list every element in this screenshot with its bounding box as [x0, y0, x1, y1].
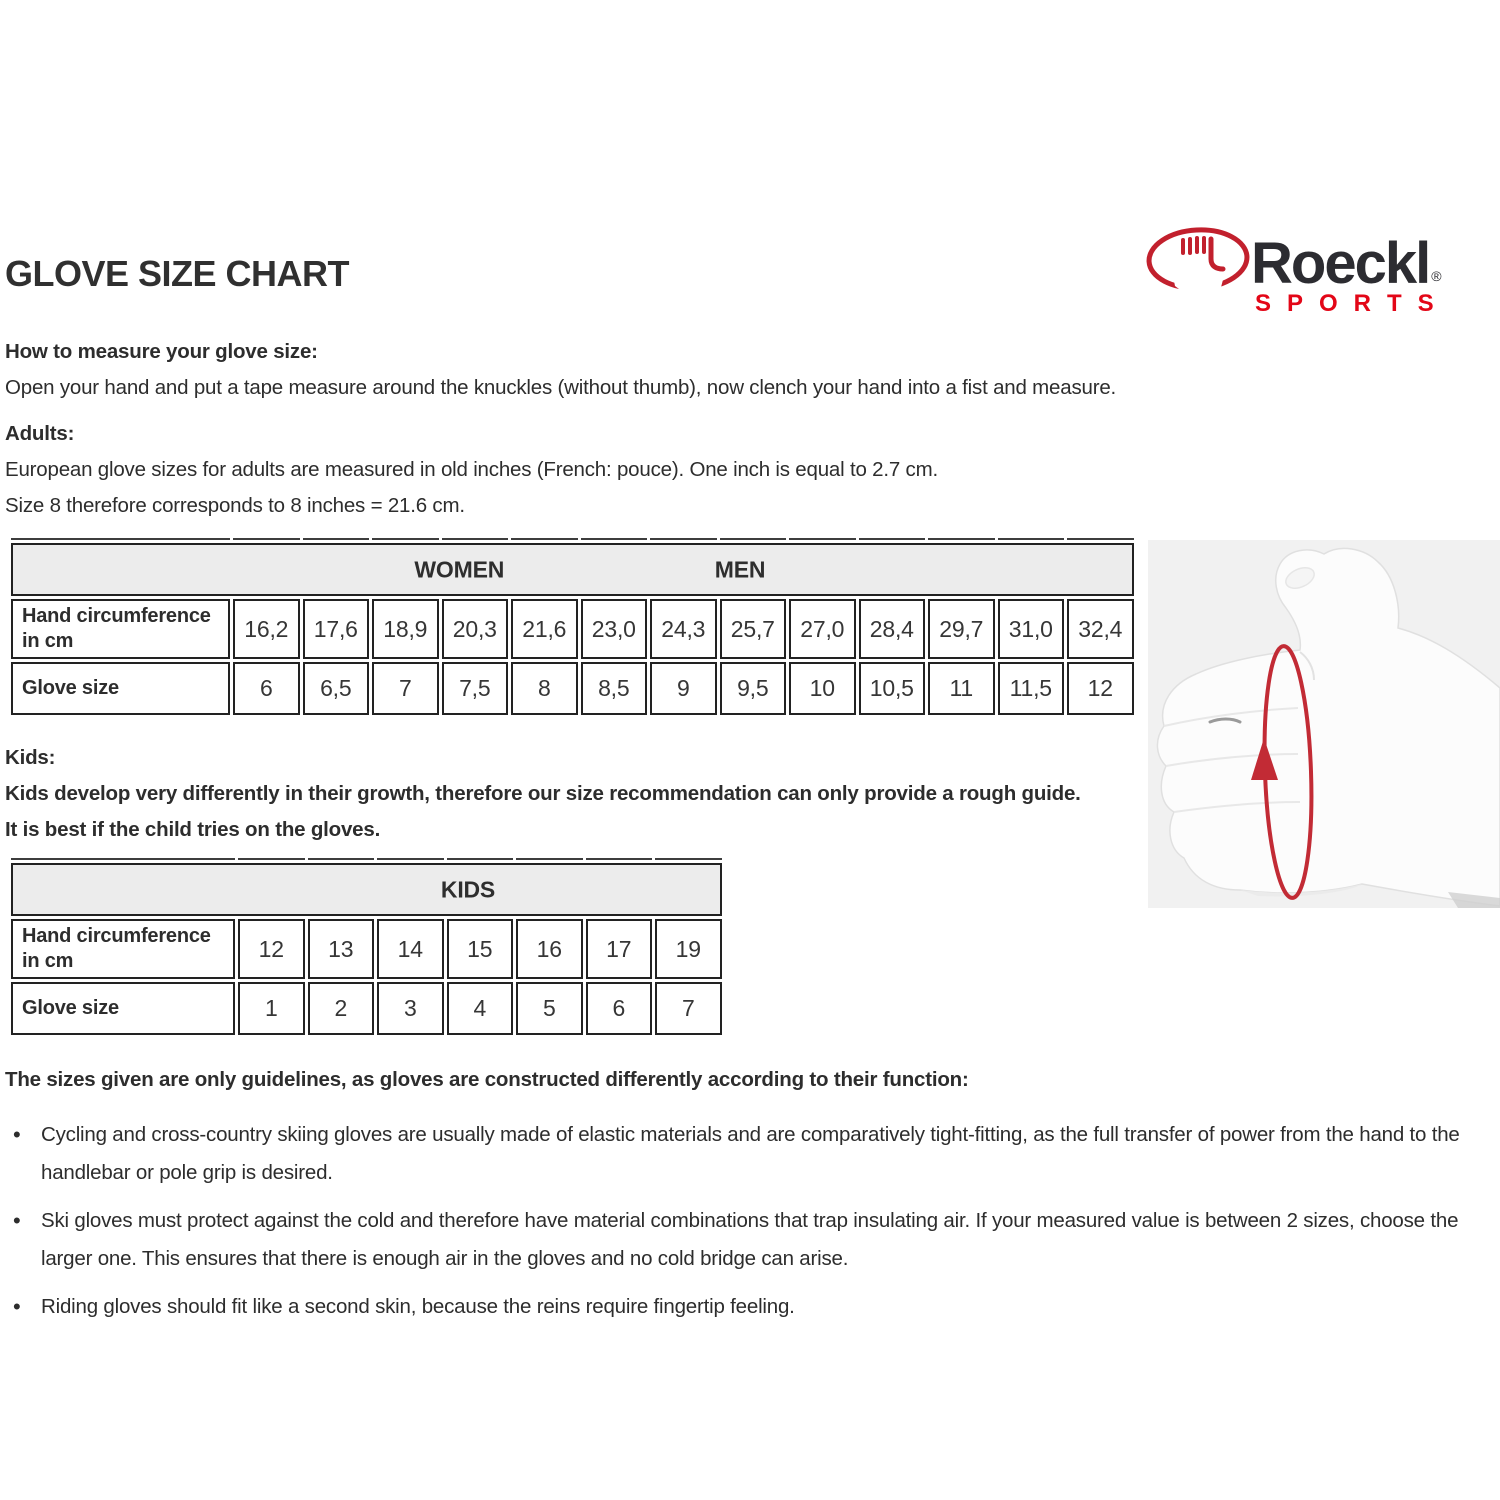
table-cell: 20,3: [442, 599, 509, 659]
table-cell: 7: [372, 662, 439, 715]
adults-line1: European glove sizes for adults are measured in old inches (French: pouce). One inch is equal to 2.7 cm.: [5, 458, 938, 481]
table-cell: 24,3: [650, 599, 717, 659]
table-cell: 10,5: [859, 662, 926, 715]
kids-table-section: [8, 855, 725, 1038]
table-top-ticks: [11, 858, 722, 860]
adults-size-table: [8, 535, 1137, 718]
adults-heading: Adults:: [5, 422, 75, 445]
hand-in-oval-icon: [1145, 226, 1253, 296]
adults-line2: Size 8 therefore corresponds to 8 inches = 21.6 cm.: [5, 494, 465, 517]
hand-measure-figure: [1148, 540, 1500, 908]
table-cell: 14: [377, 919, 444, 979]
table-cell: 16: [516, 919, 583, 979]
guidelines-section: [5, 1062, 1497, 1336]
page-title: GLOVE SIZE CHART: [5, 253, 350, 294]
adults-circumference-row: [11, 599, 1134, 659]
brand-logo: [1145, 224, 1500, 324]
table-cell: 23,0: [581, 599, 648, 659]
kids-size-table: [8, 855, 725, 1038]
women-group-header: WOMEN: [414, 556, 505, 582]
kids-glove-size-row: [11, 982, 722, 1035]
adults-group-header-row: [11, 543, 1134, 596]
kids-group-header: KIDS: [440, 876, 496, 902]
table-cell: 12: [238, 919, 305, 979]
table-cell: 29,7: [928, 599, 995, 659]
table-cell: 31,0: [998, 599, 1065, 659]
table-cell: 6: [586, 982, 653, 1035]
table-cell: 17,6: [303, 599, 370, 659]
glove-size-row-label: Glove size: [11, 982, 235, 1035]
registered-mark: ®: [1431, 268, 1442, 284]
table-cell: 16,2: [233, 599, 300, 659]
table-cell: 4: [447, 982, 514, 1035]
kids-circumference-row: [11, 919, 722, 979]
guidelines-list: [5, 1116, 1497, 1326]
table-cell: 28,4: [859, 599, 926, 659]
hand-measure-illustration: [1148, 540, 1500, 908]
guidelines-heading: The sizes given are only guidelines, as gloves are constructed differently according to their function:: [5, 1068, 969, 1091]
table-cell: 15: [447, 919, 514, 979]
table-cell: 8: [511, 662, 578, 715]
table-cell: 7,5: [442, 662, 509, 715]
table-cell: 11,5: [998, 662, 1065, 715]
men-group-header: MEN: [714, 556, 766, 582]
table-cell: 18,9: [372, 599, 439, 659]
table-cell: 6,5: [303, 662, 370, 715]
bullet-icon: •: [13, 1122, 21, 1147]
table-cell: 11: [928, 662, 995, 715]
bullet-icon: •: [13, 1208, 21, 1233]
table-cell: 25,7: [720, 599, 787, 659]
table-cell: 32,4: [1067, 599, 1134, 659]
table-cell: 9,5: [720, 662, 787, 715]
table-cell: 8,5: [581, 662, 648, 715]
list-item: [5, 1288, 1497, 1326]
brand-wordmark: Roeckl ®: [1251, 231, 1442, 296]
table-cell: 10: [789, 662, 856, 715]
kids-group-header-row: [11, 863, 722, 916]
list-item: [5, 1202, 1497, 1278]
brand-sports-label: SPORTS: [1255, 290, 1450, 317]
kids-text: Kids develop very differently in their growth, therefore our size recommendation can only provide a rough guide. It is best if the child tries on the gloves.: [5, 782, 1081, 841]
measure-heading: How to measure your glove size:: [5, 340, 318, 363]
circumference-row-label: Hand circumference in cm: [11, 599, 230, 659]
kids-section: [5, 740, 1090, 848]
circumference-row-label: Hand circumference in cm: [11, 919, 235, 979]
table-cell: 12: [1067, 662, 1134, 715]
intro-section: [5, 334, 1405, 524]
table-cell: 2: [308, 982, 375, 1035]
table-cell: 3: [377, 982, 444, 1035]
table-top-ticks: [11, 538, 1134, 540]
list-item-text: Riding gloves should fit like a second skin, because the reins require fingertip feeling.: [41, 1295, 795, 1318]
table-cell: 7: [655, 982, 722, 1035]
table-cell: 13: [308, 919, 375, 979]
table-cell: 1: [238, 982, 305, 1035]
list-item-text: Ski gloves must protect against the cold and therefore have material combinations that trap insulating air. If your measured value is between 2 sizes, choose the larger one. This ensures that there is enough air in the gloves and no cold bridge can arise.: [41, 1209, 1459, 1270]
table-cell: 5: [516, 982, 583, 1035]
table-cell: 19: [655, 919, 722, 979]
list-item-text: Cycling and cross-country skiing gloves are usually made of elastic materials and are comparatively tight-fitting, as the full transfer of power from the hand to the handlebar or pole grip is desired.: [41, 1123, 1460, 1184]
table-cell: 9: [650, 662, 717, 715]
kids-heading: Kids:: [5, 746, 56, 769]
measure-text: Open your hand and put a tape measure around the knuckles (without thumb), now clench your hand into a fist and measure.: [5, 376, 1117, 399]
table-cell: 6: [233, 662, 300, 715]
adults-table-section: [8, 535, 1137, 718]
list-item: [5, 1116, 1497, 1192]
table-cell: 21,6: [511, 599, 578, 659]
adults-glove-size-row: [11, 662, 1134, 715]
bullet-icon: •: [13, 1294, 21, 1319]
table-cell: 27,0: [789, 599, 856, 659]
table-cell: 17: [586, 919, 653, 979]
glove-size-row-label: Glove size: [11, 662, 230, 715]
